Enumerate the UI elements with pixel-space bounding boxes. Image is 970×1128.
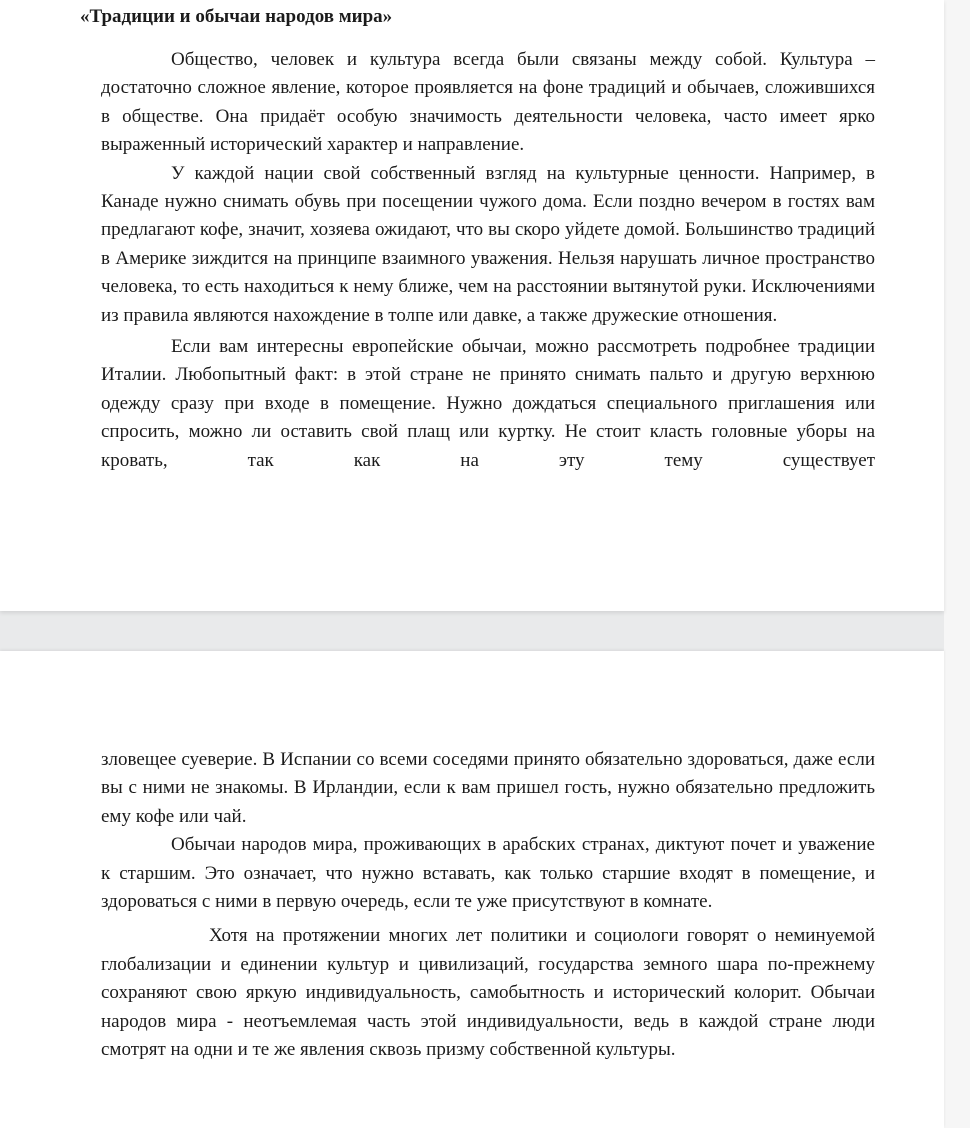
page-1-text	[101, 46, 875, 475]
paragraph-canada-america: У каждой нации свой собственный взгляд на культурные ценности. Например, в Канаде нужно снимать обувь при посещении чужого дома. Если поздно вечером в гостях вам предлагают кофе, значит, хозяева ожидают, что вы скоро уйдете домой. Большинство традиций в Америке зиждится на принципе взаимного уважения. Нельзя нарушать личное пространство человека, то есть находиться к нему ближе, чем на расстоянии вытянутой руки. Исключениями из правила являются нахождение в толпе или давке, а также дружеские отношения.	[101, 162, 875, 326]
paragraph-italy: Если вам интересны европейские обычаи, можно рассмотреть подробнее традиции Италии. Любопытный факт: в этой стране не принято снимать пальто и другую верхнюю одежду сразу при входе в помещение. Нужно дождаться специального приглашения или спросить, можно ли оставить свой плащ или куртку. Не стоит класть головные уборы на кровать, так как на эту тему существует	[101, 336, 875, 471]
page-2-text	[101, 746, 875, 1064]
document-page-2	[0, 651, 944, 1128]
viewer-background-strip	[944, 0, 970, 1128]
paragraph-culture-intro: Общество, человек и культура всегда были связаны между собой. Культура – достаточно сложное явление, которое проявляется на фоне традиций и обычаев, сложившихся в обществе. Она придаёт особую значимость деятельности человека, часто имеет ярко выраженный исторический характер и направление.	[101, 49, 875, 156]
paragraph-spain-ireland: зловещее суеверие. В Испании со всеми соседями принято обязательно здороваться, даже если вы с ними не знакомы. В Ирландии, если к вам пришел гость, нужно обязательно предложить ему кофе или чай.	[101, 749, 875, 827]
paragraph-arab-countries: Обычаи народов мира, проживающих в арабских странах, диктуют почет и уважение к старшим. Это означает, что нужно вставать, как только старшие входят в помещение, и здороваться с ними в первую очередь, если те уже присутствуют в комнате.	[101, 834, 875, 913]
paragraph-globalization: Хотя на протяжении многих лет политики и социологи говорят о неминуемой глобализации и единении культур и цивилизаций, государства земного шара по-прежнему сохраняют свою яркую индивидуальность, самобытность и исторический колорит. Обычаи народов мира - неотъемлемая часть этой индивидуальности, ведь в каждой стране люди смотрят на одни и те же явления сквозь призму собственной культуры.	[101, 925, 875, 1061]
document-title: «Традиции и обычаи народов мира»	[80, 6, 393, 27]
